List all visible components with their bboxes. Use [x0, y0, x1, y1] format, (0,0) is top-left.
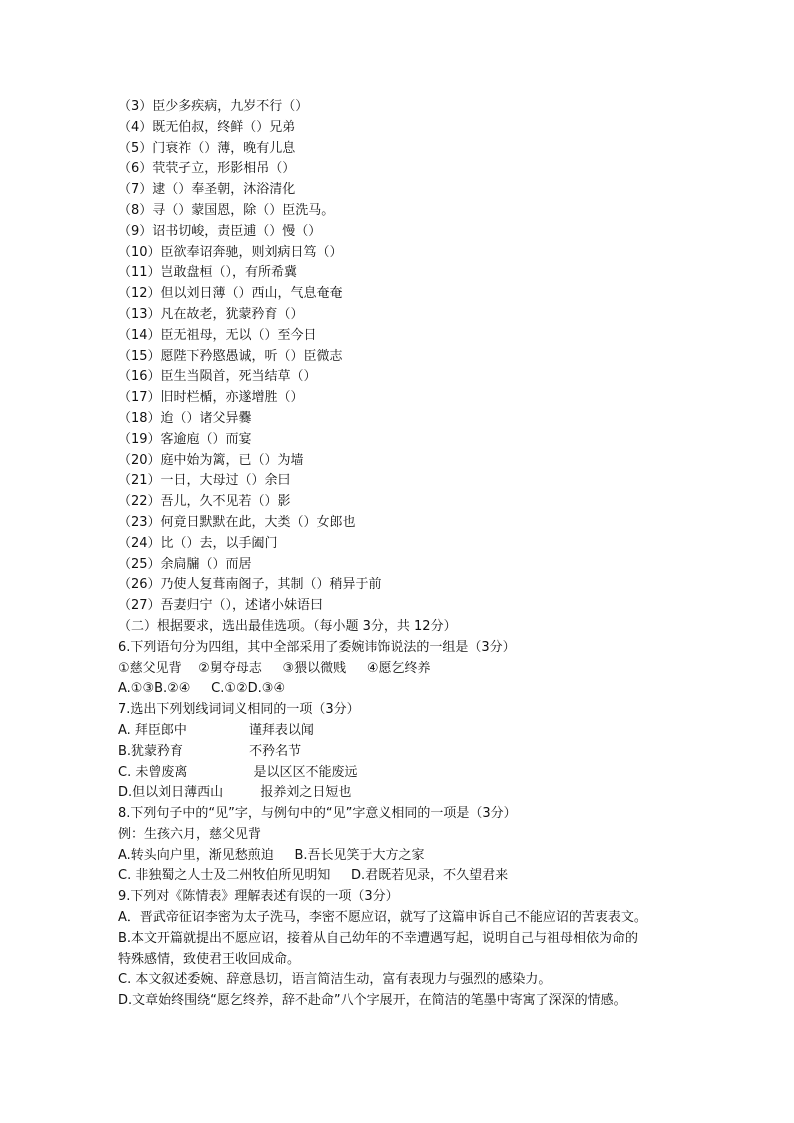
- text-line: （9）诏书切峻，责臣逋（）慢（）: [118, 223, 322, 239]
- text-line: 9.下列对《陈情表》理解表述有误的一项（3分）: [118, 889, 399, 905]
- text-line: （8）寻（）蒙国恩，除（）臣洗马。: [118, 202, 335, 218]
- text-line: （二）根据要求，选出最佳选项。（每小题 3分，共 12分）: [118, 618, 457, 634]
- text-line: （25）余扃牖（）而居: [118, 556, 252, 572]
- text-line: A.①③B.②④ C.①②D.③④: [118, 681, 286, 697]
- text-line: A. 拜臣郎中 谨拜表以闻: [118, 722, 314, 738]
- text-line: （5）门衰祚（）薄，晚有儿息: [118, 140, 296, 156]
- text-line: （24）比（）去，以手阖门: [118, 535, 278, 551]
- text-line: （26）乃使人复葺南阁子，其制（）稍异于前: [118, 577, 382, 593]
- text-line: 8.下列句子中的“见”字，与例句中的“见”字意义相同的一项是（3分）: [118, 806, 517, 822]
- text-line: （4）既无伯叔，终鲜（）兄弟: [118, 119, 296, 135]
- text-line: D.但以刘日薄西山 报养刘之日短也: [118, 785, 352, 801]
- text-line: （18）迨（）诸父异爨: [118, 410, 252, 426]
- text-line: （17）旧时栏楯，亦遂增胜（）: [118, 390, 304, 406]
- text-line: （16）臣生当陨首，死当结草（）: [118, 369, 317, 385]
- text-line: B.犹蒙矜育 不矜名节: [118, 743, 302, 759]
- text-line: （3）臣少多疾病，九岁不行（）: [118, 99, 309, 114]
- text-line: ①慈父见背 ②舅夺母志 ③猥以微贱 ④愿乞终养: [118, 660, 431, 676]
- text-line: C. 本文叙述委婉、辞意恳切，语言简洁生动，富有表现力与强烈的感染力。: [118, 972, 552, 988]
- text-line: D.文章始终围绕“愿乞终养，辞不赴命”八个字展开，在简洁的笔墨中寄寓了深深的情感。: [118, 993, 627, 1009]
- text-line: （6）茕茕孑立，形影相吊（）: [118, 161, 296, 177]
- document-page: [118, 97, 718, 1012]
- text-line: （27）吾妻归宁（），述诸小妹语曰: [118, 598, 324, 614]
- text-line: （12）但以刘日薄（）西山，气息奄奄: [118, 286, 343, 302]
- text-line: C. 未曾废离 是以区区不能废远: [118, 764, 358, 780]
- text-line: （11）岂敢盘桓（），有所希冀: [118, 265, 298, 281]
- text-line: （23）何竟日默默在此，大类（）女郎也: [118, 514, 356, 530]
- text-line: A．晋武帝征诏李密为太子洗马，李密不愿应诏，就写了这篇申诉自己不能应诏的苦衷表文。: [118, 910, 647, 926]
- text-line: （13）凡在故老，犹蒙矜育（）: [118, 306, 304, 322]
- text-line: 6.下列语句分为四组，其中全部采用了委婉讳饰说法的一组是（3分）: [118, 639, 516, 655]
- text-line: （22）吾儿，久不见若（）影: [118, 494, 291, 510]
- text-line: C. 非独蜀之人士及二州牧伯所见明知 D.君既若见录，不久望君来: [118, 868, 509, 884]
- text-line: （21）一日，大母过（）余曰: [118, 473, 291, 489]
- text-line: （7）逮（）奉圣朝，沐浴清化: [118, 182, 296, 198]
- text-line: B.本文开篇就提出不愿应诏，接着从自己幼年的不幸遭遇写起，说明自己与祖母相依为命的: [118, 930, 639, 946]
- text-line: 7.选出下列划线词词义相同的一项（3分）: [118, 702, 360, 718]
- text-line: 特殊感情，致使君王收回成命。: [118, 951, 301, 967]
- text-line: （19）客逾庖（）而宴: [118, 431, 252, 447]
- text-line: （15）愿陛下矜愍愚诚，听（）臣微志: [118, 348, 343, 364]
- text-line: 例：生孩六月，慈父见背: [118, 826, 262, 842]
- text-line: （10）臣欲奉诏奔驰，则刘病日笃（）: [118, 244, 343, 260]
- text-line: A.转头向户里，渐见愁煎迫 B.吾长见笑于大方之家: [118, 847, 425, 863]
- text-line: （14）臣无祖母，无以（）至今日: [118, 327, 317, 343]
- text-line: （20）庭中始为篱，已（）为墙: [118, 452, 304, 468]
